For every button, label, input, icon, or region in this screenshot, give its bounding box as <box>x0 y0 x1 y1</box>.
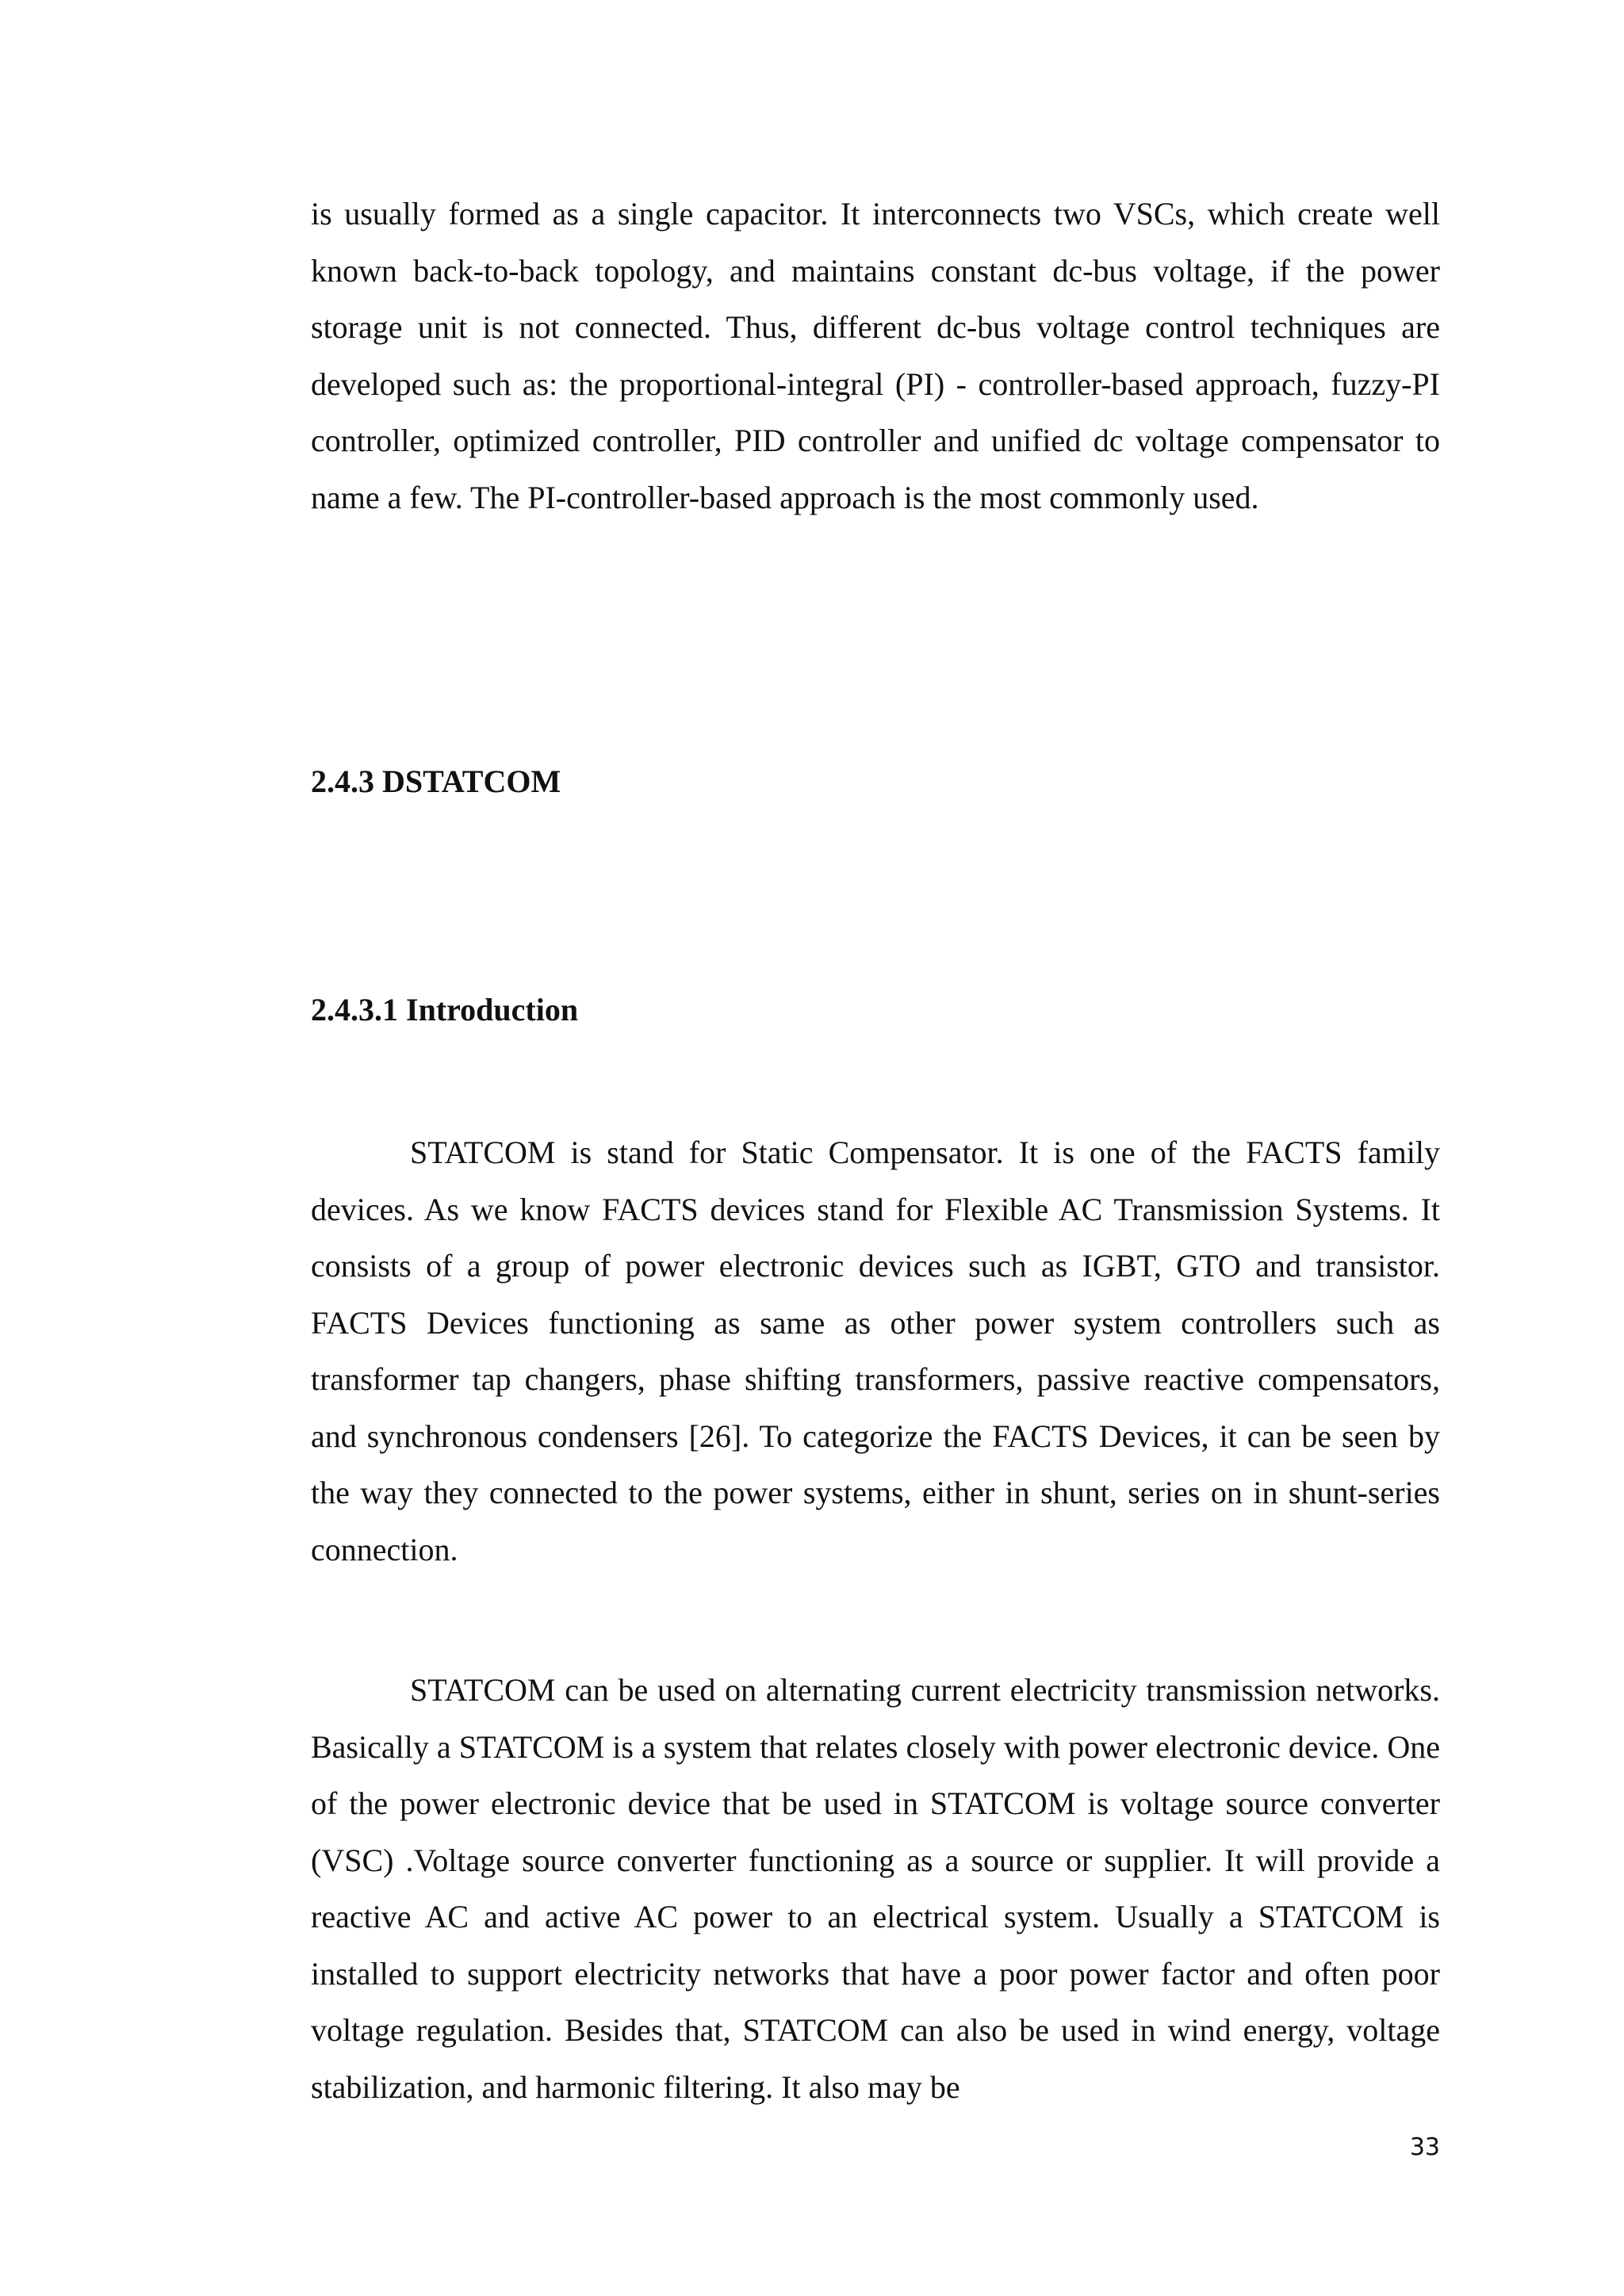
paragraph-statcom-definition: STATCOM is stand for Static Compensator. It is one of the FACTS family devices. As we know FACTS devices stand for Flexible AC Transmission Systems. It consists of a group of power electronic devices such as IGBT, GTO and transistor. FACTS Devices functioning as same as other power system controllers such as transformer tap changers, phase shifting transformers, passive reactive compensators, and synchronous condensers [26]. To categorize the FACTS Devices, it can be seen by the way they connected to the power systems, either in shunt, series on in shunt-series connection. <box>311 1135 1440 1567</box>
paragraph-dc-bus-intro: is usually formed as a single capacitor. It interconnects two VSCs, which create well known back-to-back topology, and maintains constant dc-bus voltage, if the power storage unit is not connected. Thus, different dc-bus voltage control techniques are developed such as: the proportional-integral (PI) - controller-based approach, fuzzy-PI controller, optimized controller, PID controller and unified dc voltage compensator to name a few. The PI-controller-based approach is the most commonly used. <box>311 196 1440 515</box>
section-heading: 2.4.3 DSTATCOM <box>311 763 561 799</box>
page-number: 33 <box>1409 2133 1440 2161</box>
paragraph-statcom-usage: STATCOM can be used on alternating current electricity transmission networks. Basically a STATCOM is a system that relates closely with power electronic device. One of the power electronic device that be used in STATCOM is voltage source converter (VSC) .Voltage source converter functioning as a source or supplier. It will provide a reactive AC and active AC power to an electrical system. Usually a STATCOM is installed to support electricity networks that have a poor power factor and often poor voltage regulation. Besides that, STATCOM can also be used in wind energy, voltage stabilization, and harmonic filtering. It also may be <box>311 1672 1440 2105</box>
subsection-heading: 2.4.3.1 Introduction <box>311 992 579 1027</box>
